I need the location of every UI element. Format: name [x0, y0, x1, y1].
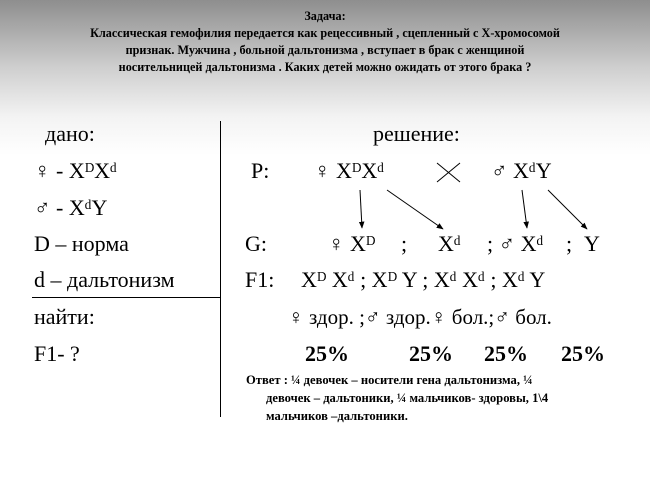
find-item: F1- ?	[34, 341, 80, 366]
female-genotype: ♀ - XᴰXᵈ	[34, 158, 117, 183]
answer-line-1: Ответ : ¼ девочек – носители гена дальтонизма, ¼	[246, 373, 533, 387]
gamete-female-r: Xᵈ	[438, 231, 461, 256]
arrow-male-to-y	[548, 190, 587, 229]
arrow-female-to-xd	[360, 190, 362, 228]
f1-phenotypes: ♀ здор. ;♂ здор.♀ бол.;♂ бол.	[288, 305, 552, 329]
task-title: Задача:	[304, 9, 346, 23]
male-genotype: ♂ - XᵈY	[34, 195, 108, 220]
g-label: G:	[245, 231, 267, 256]
find-label: найти:	[34, 304, 95, 329]
answer-line-3: мальчиков –дальтоники.	[266, 409, 408, 423]
f1-label: F1:	[245, 267, 275, 292]
arrow-male-to-x-recessive	[522, 190, 527, 228]
gamete-separator: ;	[401, 231, 408, 256]
solution-label: решение:	[373, 121, 460, 146]
answer-block	[246, 371, 616, 425]
arrow-female-to-x-recessive	[387, 190, 443, 229]
p-female: ♀ XᴰXᵈ	[314, 158, 385, 183]
gamete-male-y: Y	[584, 231, 600, 256]
dominant-allele: D – норма	[34, 231, 129, 256]
given-label: дано:	[45, 121, 95, 146]
percent-4: 25%	[561, 341, 605, 366]
f1-genotypes: Xᴰ Xᵈ ; Xᴰ Y ; Xᵈ Xᵈ ; Xᵈ Y	[301, 267, 546, 292]
task-line-1: Классическая гемофилия передается как рецессивный , сцепленный с X-хромосомой	[90, 26, 560, 40]
p-label: P:	[251, 158, 270, 183]
task-line-2: признак. Мужчина , больной дальтонизма , вступает в брак с женщиной	[125, 43, 525, 57]
gamete-female-d: ♀ Xᴰ	[328, 231, 376, 256]
recessive-allele: d – дальтонизм	[34, 267, 175, 292]
p-male: ♂ XᵈY	[491, 158, 552, 183]
answer-line-2: девочек – дальтоники, ¼ мальчиков- здоровы, 1\4	[266, 391, 549, 405]
gamete-male-x: ; ♂ Xᵈ	[487, 231, 544, 256]
percent-1: 25%	[305, 341, 349, 366]
percent-3: 25%	[484, 341, 528, 366]
task-line-3: носительницей дальтонизма . Каких детей можно ожидать от этого брака ?	[118, 60, 532, 74]
percent-2: 25%	[409, 341, 453, 366]
gamete-separator: ;	[566, 231, 573, 256]
